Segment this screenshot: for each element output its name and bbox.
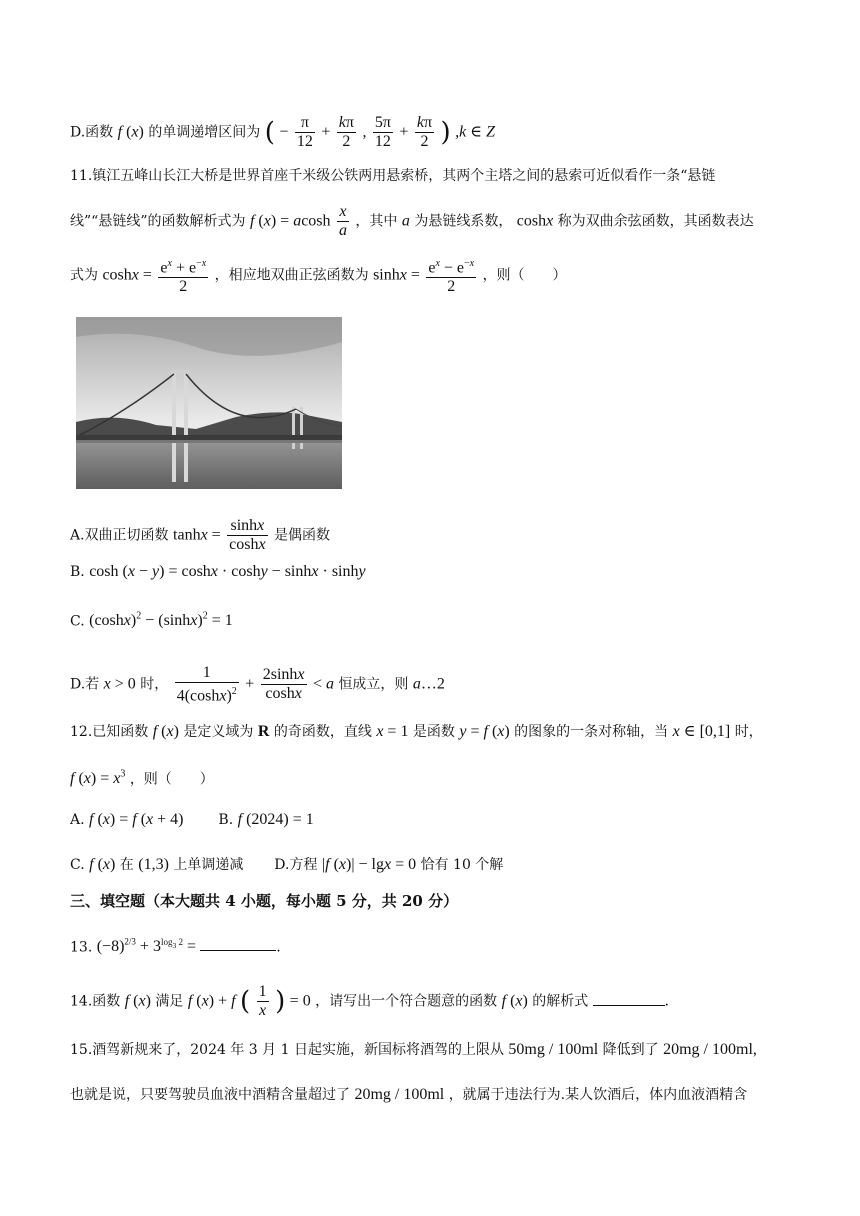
fraction: $\frac{e^x + e^{-x}}{2}$ xyxy=(158,255,208,296)
q11-option-c: C. $(\cosh x)^2 - (\sinh x)^2 = 1$ xyxy=(70,611,233,630)
q11-option-d: D.若 x > 0 时， $\frac{1}{4(\cosh x)^2}$ + $\frac{2\sinh x}{\cosh x}$ < a 恒成立，则 a…2 xyxy=(70,664,445,705)
q14: 14.函数 f (x) 满足 f (x) + f ( $\frac{1}{x}$ ) = 0 ，请写出一个符合题意的函数 f (x) 的解析式 . xyxy=(70,983,669,1019)
fraction: $\frac{x}{a}$ xyxy=(338,203,347,239)
fraction: $\frac{\pi}{12}$ xyxy=(296,114,313,150)
q10-option-d: D.函数 f (x) 的单调递增区间为 ( − $\frac{\pi}{12}$ + $\frac{k\pi}{2}$ , $\frac{5\pi}{12}$ + $\frac{k\pi}{2}$ ) ,k ∈ Z xyxy=(70,114,495,150)
answer-blank xyxy=(593,991,665,1006)
section-heading: 三、填空题（本大题共 4 小题，每小题 5 分，共 20 分） xyxy=(70,892,459,910)
bridge-photo xyxy=(76,317,342,489)
q12-stem-2: f $(x) = x^3$ ，则（ ） xyxy=(70,769,214,788)
answer-blank xyxy=(200,936,276,951)
fraction: $\frac{\sinh x}{\cosh x}$ xyxy=(229,517,266,553)
fraction: $\frac{k\pi}{2}$ xyxy=(416,114,433,150)
q11-intro: 11.镇江五峰山长江大桥是世界首座千米级公铁两用悬索桥，其两个主塔之间的悬索可近似看作一条“悬链 xyxy=(70,168,716,184)
q15-line2: 也就是说，只要驾驶员血液中酒精含量超过了 20mg / 100ml ，就属于违法行为.某人饮酒后，体内血液酒精含 xyxy=(70,1086,748,1103)
q13: 13. $(-8)^{2/3} + 3^{log_3 2}$ = . xyxy=(70,937,281,956)
q11-option-b: B. cosh (x − y) = coshx · coshy − sinhx · sinhy xyxy=(70,563,366,580)
q12-stem: 12.已知函数 f (x) 是定义域为 R 的奇函数，直线 x = 1 是函数 y = f (x) 的图象的一条对称轴，当 x ∈ [0,1] 时， xyxy=(70,723,763,740)
q12-options-ab: A. f (x) = f (x + 4) B. f (2024) = 1 xyxy=(70,811,314,828)
q11-option-a: A.双曲正切函数 tanhx = $\frac{\sinh x}{\cosh x}$ 是偶函数 xyxy=(70,517,331,553)
fraction: $\frac{e^x - e^{-x}}{2}$ xyxy=(426,255,476,296)
q11-line3: 式为 coshx = $\frac{e^x + e^{-x}}{2}$ ，相应地双曲正弦函数为 sinhx = $\frac{e^x - e^{-x}}{2}$ ，则（ ） xyxy=(70,255,567,296)
q12-options-cd: C. f (x) 在 (1,3) 上单调递减 D.方程 |f (x)| − lgx = 0 恰有 10 个解 xyxy=(70,856,504,873)
q15-line1: 15.酒驾新规来了，2024 年 3 月 1 日起实施，新国标将酒驾的上限从 50mg / 100ml 降低到了 20mg / 100ml, xyxy=(70,1041,757,1058)
fraction: $\frac{5\pi}{12}$ xyxy=(374,114,391,150)
paren: ( xyxy=(264,117,275,148)
fraction: $\frac{k\pi}{2}$ xyxy=(338,114,354,150)
fraction: $\frac{2\sinh x}{\cosh x}$ xyxy=(262,666,305,703)
math-fx: f (x) xyxy=(117,123,144,141)
fraction: $\frac{1}{x}$ xyxy=(258,983,267,1019)
fraction: $\frac{1}{4(\cosh x)^2}$ xyxy=(176,664,237,705)
q11-line2: 线”“悬链线”的函数解析式为 f (x) = acosh $\frac{x}{a}$ ，其中 a 为悬链线系数， coshx 称为双曲余弦函数，其函数表达 xyxy=(70,203,754,239)
